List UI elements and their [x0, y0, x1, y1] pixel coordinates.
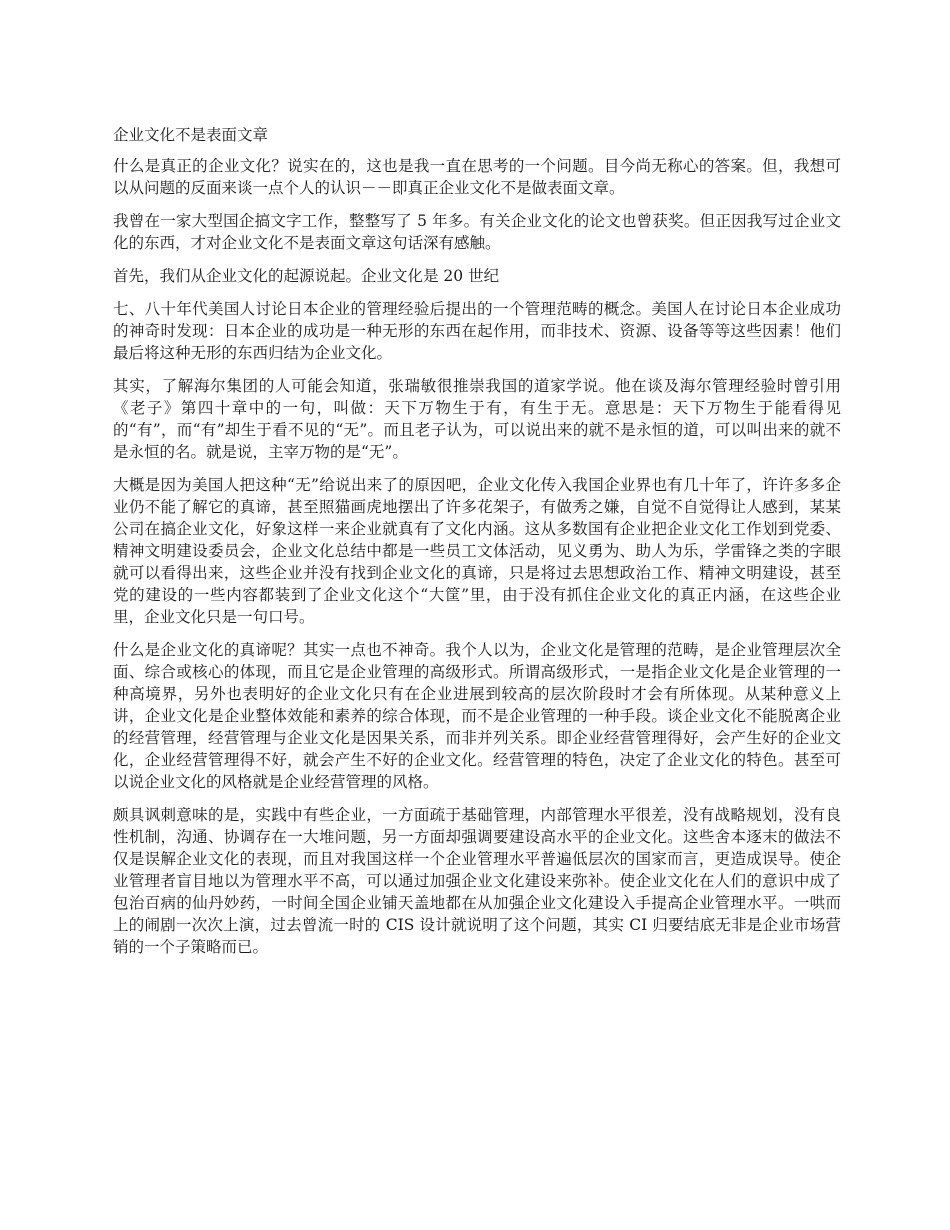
document-title: 企业文化不是表面文章 — [113, 126, 269, 144]
paragraph-2: 我曾在一家大型国企搞文字工作，整整写了 5 年多。有关企业文化的论文也曾获奖。但正因我写过企业文化的东西，才对企业文化不是表面文章这句话深有感触。 — [113, 212, 841, 252]
paragraph-3: 首先，我们从企业文化的起源说起。企业文化是 20 世纪 — [113, 267, 500, 285]
paragraph-8: 颇具讽刺意味的是，实践中有些企业，一方面疏于基础管理，内部管理水平很差，没有战略规划，没有良性机制，沟通、协调存在一大堆问题，另一方面却强调要建设高水平的企业文化。这些舍本逐末的做法不仅是误解企业文化的表现，而且对我国这样一个企业管理水平普遍低层次的国家而言，更造成误导。使企业管理者盲目地以为管理水平不高，可以通过加强企业文化建设来弥补。使企业文化在人们的意识中成了包治百病的仙丹妙药，一时间全国企业铺天盖地都在从加强企业文化建设入手提高企业管理水平。一哄而上的闹剧一次次上演，过去曾流一时的 CIS 设计就说明了这个问题，其实 CI 归要结底无非是企业市场营销的一个子策略而已。 — [113, 806, 841, 956]
paragraph-4: 七、八十年代美国人讨论日本企业的管理经验后提出的一个管理范畴的概念。美国人在讨论日本企业成功的神奇时发现：日本企业的成功是一种无形的东西在起作用，而非技术、资源、设备等等这些因素！他们最后将这种无形的东西归结为企业文化。 — [113, 300, 841, 362]
paragraph-7: 什么是企业文化的真谛呢？其实一点也不神奇。我个人以为，企业文化是管理的范畴，是企业管理层次全面、综合或核心的体现，而且它是企业管理的高级形式。所谓高级形式，一是指企业文化是企业管理的一种高境界，另外也表明好的企业文化只有在企业进展到较高的层次阶段时才会有所体现。从某种意义上讲，企业文化是企业整体效能和素养的综合体现，而不是企业管理的一种手段。谈企业文化不能脱离企业的经营管理，经营管理与企业文化是因果关系，而非并列关系。即企业经营管理得好，会产生好的企业文化，企业经营管理得不好，就会产生不好的企业文化。经营管理的特色，决定了企业文化的特色。甚至可以说企业文化的风格就是企业经营管理的风格。 — [113, 641, 841, 791]
paragraph-1: 什么是真正的企业文化？说实在的，这也是我一直在思考的一个问题。目今尚无称心的答案。但，我想可以从问题的反面来谈一点个人的认识－－即真正企业文化不是做表面文章。 — [113, 157, 841, 197]
document-page — [113, 124, 841, 969]
paragraph-6: 大概是因为美国人把这种“无”给说出来了的原因吧，企业文化传入我国企业界也有几十年了，许许多多企业仍不能了解它的真谛，甚至照猫画虎地摆出了许多花架子，有做秀之嫌，自觉不自觉得让人感到，某某公司在搞企业文化，好象这样一来企业就真有了文化内涵。这从多数国有企业把企业文化工作划到党委、精神文明建设委员会，企业文化总结中都是一些员工文体活动，见义勇为、助人为乐，学雷锋之类的字眼就可以看得出来，这些企业并没有找到企业文化的真谛，只是将过去思想政治工作、精神文明建设，甚至党的建设的一些内容都装到了企业文化这个“大筐”里，由于没有抓住企业文化的真正内涵，在这些企业里，企业文化只是一句口号。 — [113, 476, 841, 626]
paragraph-5: 其实，了解海尔集团的人可能会知道，张瑞敏很推崇我国的道家学说。他在谈及海尔管理经验时曾引用《老子》第四十章中的一句，叫做：天下万物生于有，有生于无。意思是：天下万物生于能看得见的“有”，而“有”却生于看不见的“无”。而且老子认为，可以说出来的就不是永恒的道，可以叫出来的就不是永恒的名。就是说，主宰万物的是“无”。 — [113, 377, 841, 461]
